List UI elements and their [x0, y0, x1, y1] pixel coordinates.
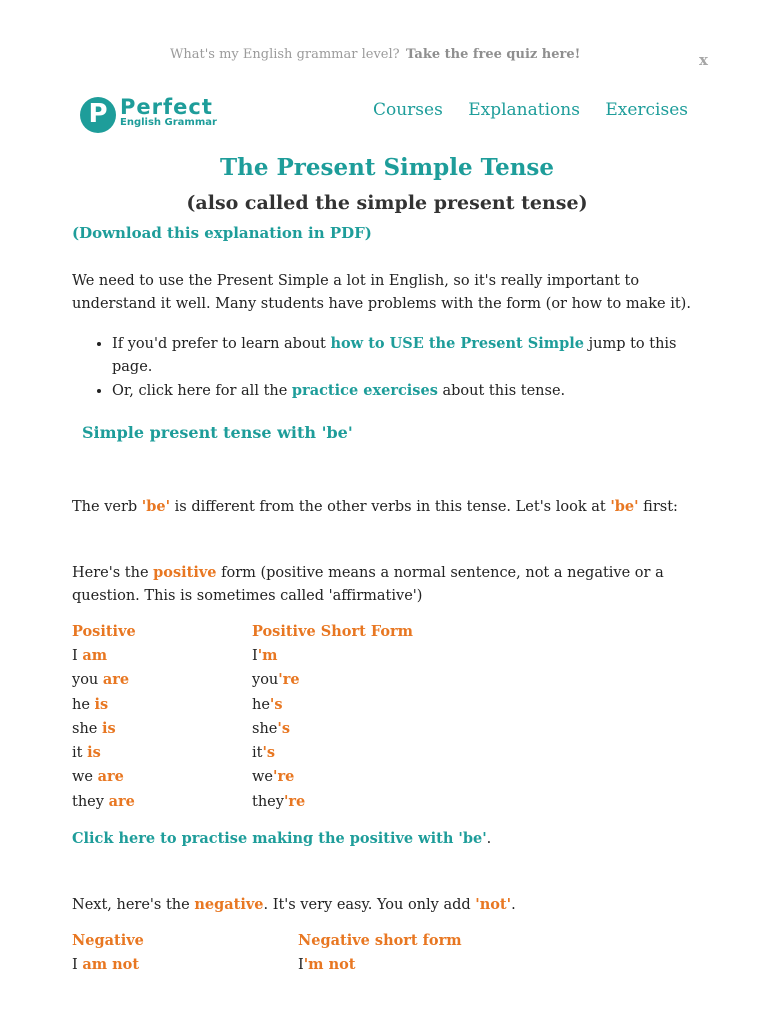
verb: 're	[278, 671, 300, 689]
text: The verb	[72, 499, 142, 515]
pronoun: I	[72, 957, 83, 974]
how-to-use-link[interactable]: how to USE the Present Simple	[330, 335, 584, 352]
verb: 's	[277, 719, 290, 737]
column-header: Negative short form	[298, 932, 462, 950]
nav-exercises[interactable]: Exercises	[605, 100, 688, 120]
table-cell	[72, 720, 252, 744]
page-title: The Present Simple Tense	[219, 154, 555, 181]
pronoun: you	[72, 672, 103, 689]
table-cell	[72, 768, 252, 792]
table-cell	[298, 956, 462, 980]
pronoun: I	[252, 648, 258, 664]
grammar-level-question: What's my English grammar level?	[170, 47, 400, 62]
bullet-text: Or, click here for all the	[112, 383, 292, 399]
column-header: Negative	[72, 932, 144, 950]
highlight-positive: positive	[153, 564, 217, 581]
pronoun: I	[298, 957, 304, 974]
pronoun: they	[252, 793, 284, 810]
section-heading-be: Simple present tense with 'be'	[82, 423, 353, 442]
verb: is	[87, 744, 101, 762]
table-row	[72, 696, 413, 720]
download-pdf-link[interactable]: (Download this explanation in PDF)	[72, 224, 372, 242]
table-cell	[72, 956, 298, 980]
verb: are	[108, 792, 135, 810]
table-row	[72, 956, 462, 980]
column-header: Positive Short Form	[252, 623, 413, 640]
practice-exercises-link[interactable]: practice exercises	[291, 382, 438, 399]
verb: am not	[82, 956, 140, 974]
table-cell	[252, 744, 413, 768]
verb: 's	[269, 695, 283, 713]
bullet-text: If you'd prefer to learn about	[112, 336, 331, 352]
pronoun: you	[252, 672, 279, 689]
negative-paragraph	[72, 893, 702, 917]
pronoun: I	[72, 648, 83, 664]
verb: 's	[262, 744, 276, 762]
table-cell	[252, 696, 413, 720]
text: . It's very easy. You only add	[263, 897, 476, 914]
table-row	[72, 744, 413, 768]
text: first:	[638, 499, 678, 515]
pronoun: she	[72, 720, 102, 737]
verb: am	[82, 647, 108, 664]
site-header	[0, 96, 768, 136]
highlight-be: 'be'	[141, 498, 171, 515]
table-row	[72, 671, 413, 695]
verb: 'm	[257, 647, 278, 664]
table-header-row	[72, 932, 462, 956]
practise-line	[72, 827, 702, 851]
pronoun: they	[72, 793, 109, 810]
verb: 're	[273, 768, 295, 786]
pronoun: she	[252, 720, 278, 737]
verb: are	[102, 671, 130, 689]
close-banner-button[interactable]: x	[699, 51, 708, 69]
practise-positive-be-link[interactable]: Click here to practise making the positive with 'be'	[72, 830, 487, 848]
highlight-not: 'not'	[475, 896, 512, 914]
table-header-row	[72, 623, 413, 647]
table-cell	[252, 720, 413, 744]
verb: is	[101, 719, 116, 737]
list-item	[112, 379, 702, 403]
bullet-text: jump to this page.	[112, 336, 677, 375]
verb: 'm not	[303, 956, 356, 974]
pronoun: it	[252, 745, 263, 762]
pronoun: he	[252, 696, 270, 713]
table-cell	[252, 647, 413, 671]
article	[72, 150, 702, 980]
verb: are	[97, 768, 124, 786]
text: is different from the other verbs in this tense. Let's look at	[170, 499, 611, 515]
nav-explanations[interactable]: Explanations	[468, 100, 580, 120]
verb: is	[94, 695, 109, 713]
logo-p-icon: P	[80, 97, 116, 133]
table-cell	[72, 647, 252, 671]
pronoun: we	[252, 769, 273, 786]
verb: 're	[283, 792, 306, 810]
table-cell	[72, 793, 252, 817]
list-item	[112, 332, 702, 379]
verb-be-paragraph	[72, 495, 702, 519]
table-row	[72, 768, 413, 792]
pronoun: we	[72, 769, 98, 786]
intro-paragraph: We need to use the Present Simple a lot in English, so it's really important to understand it well. Many students have problems with the form (or how to make it).	[72, 273, 691, 312]
highlight-be: 'be'	[610, 498, 639, 515]
highlight-negative: negative	[194, 896, 264, 914]
top-banner	[0, 45, 768, 67]
site-logo[interactable]	[80, 96, 220, 134]
intro-bullet-list	[72, 332, 702, 403]
free-quiz-link[interactable]: Take the free quiz here!	[406, 47, 581, 62]
table-row	[72, 793, 413, 817]
logo-word-english-grammar: English Grammar	[120, 117, 217, 128]
pronoun: he	[72, 696, 95, 713]
table-row	[72, 720, 413, 744]
page-subtitle: (also called the simple present tense)	[186, 192, 588, 214]
table-row	[72, 647, 413, 671]
positive-paragraph	[72, 561, 702, 608]
text: Here's the	[72, 565, 154, 581]
table-cell	[252, 768, 413, 792]
table-cell	[252, 793, 413, 817]
positive-table	[72, 623, 413, 817]
table-cell	[252, 671, 413, 695]
table-cell	[72, 671, 252, 695]
nav-courses[interactable]: Courses	[372, 100, 443, 120]
column-header: Positive	[72, 623, 136, 640]
table-cell	[72, 744, 252, 768]
negative-table	[72, 932, 462, 980]
main-nav	[353, 100, 688, 120]
text: Next, here's the	[72, 897, 195, 914]
text: .	[511, 897, 516, 914]
table-cell	[72, 696, 252, 720]
pronoun: it	[72, 745, 88, 762]
text: .	[486, 831, 492, 848]
bullet-text: about this tense.	[437, 383, 566, 399]
logo-word-perfect: Perfect	[120, 95, 213, 119]
text: form (positive means a normal sentence, not a negative or a question. This is sometimes called 'affirmative')	[72, 565, 664, 604]
